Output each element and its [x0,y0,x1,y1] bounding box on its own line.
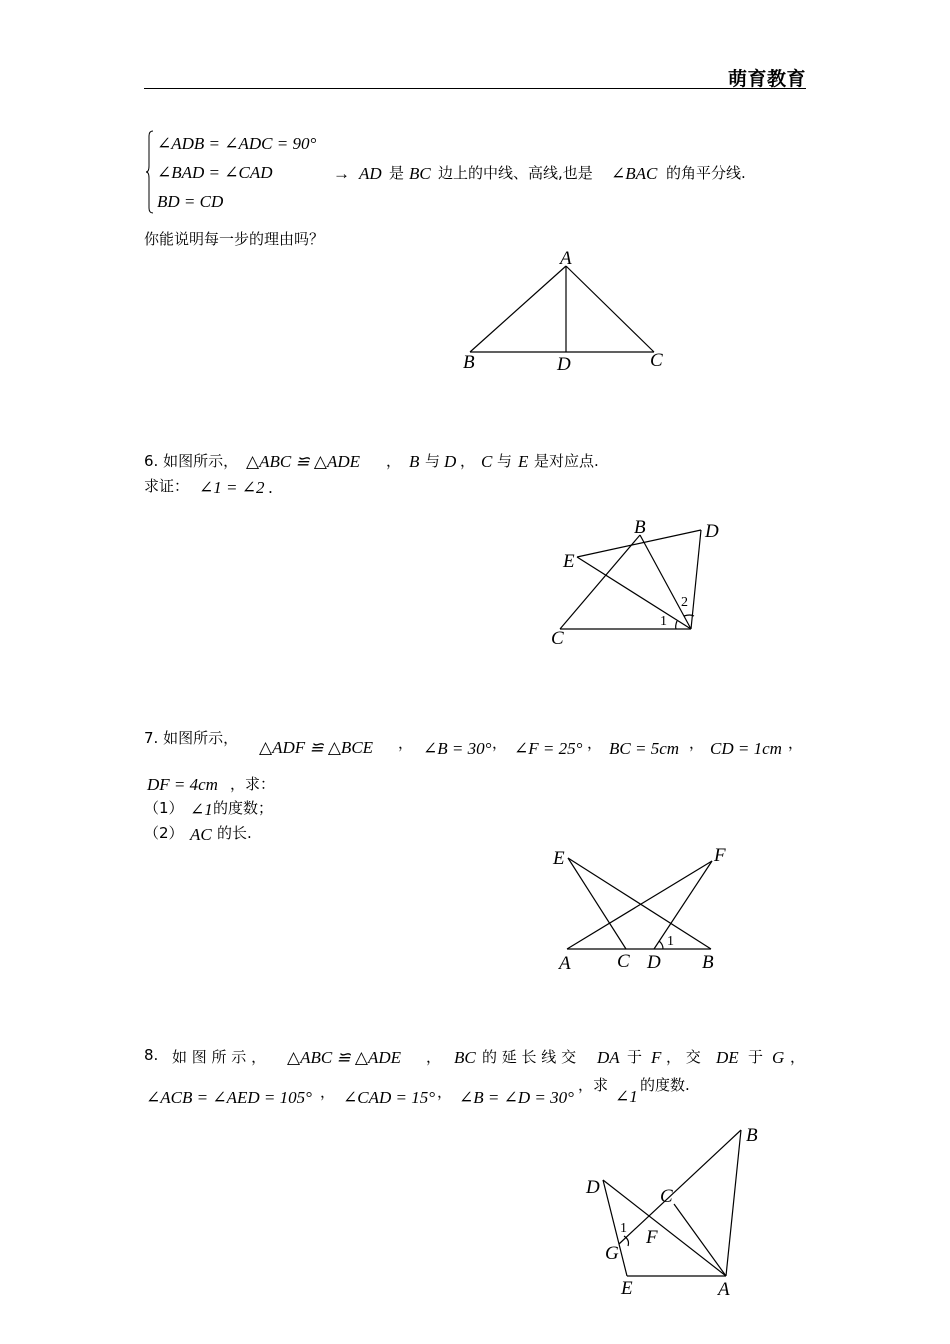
p6-label-e: E [563,551,575,572]
median-text: 边上的中线、高线,也是 [438,164,593,182]
problem8-comma: ， [426,1048,442,1066]
p8-label-c: C [660,1186,673,1207]
p7-label-e: E [553,848,565,869]
problem6-tail: 是对应点. [534,452,599,470]
p8-label-g: G [605,1243,619,1264]
problem6-with2: 与 [497,452,513,470]
problem7-c3: ， [587,734,603,752]
problem7-q1-text: 的度数； [213,799,274,817]
p7-label-b: B [702,952,714,973]
problem7-cd: CD = 1cm [710,739,782,758]
problem8-de: DE [716,1048,739,1067]
problem7-c5: ， [788,734,804,752]
problem8-q-text: 的度数. [640,1076,690,1094]
problem8-cross: ， 交 [666,1048,701,1066]
problem7-congruence: △ADF ≌ △BCE [259,738,374,757]
problem7-df: DF = 4cm [147,775,218,794]
problem7-angle-f: ∠F = 25° [514,739,583,758]
problem6-b: B [409,452,420,471]
p7-label-1: 1 [667,934,674,949]
problem6-number: 6. 如图所示， [144,452,239,470]
problem7-c4: ， [689,734,705,752]
problem6-prove-statement: ∠1 = ∠2 . [199,478,273,497]
problem7-q1-number: （1） [144,799,184,817]
equation-2: ∠BAD = ∠CAD [157,163,273,182]
p8-label-1: 1 [620,1221,627,1236]
implies-arrow: → [333,164,350,183]
problem6-c: C [481,452,493,471]
problem7-q2-text: 的长. [217,824,252,842]
problem8-angle-cad: ∠CAD = 15° [343,1088,436,1107]
problem8-k2: ， [437,1083,453,1101]
problem7-q2-number: （2） [144,824,184,842]
p7-label-f: F [714,845,726,866]
p8-label-a: A [718,1279,730,1300]
problem6-e: E [518,452,529,471]
p8-label-b: B [746,1125,758,1146]
bisector-text: 的角平分线. [666,164,746,182]
p6-label-b: B [634,517,646,538]
problem8-f: F [651,1048,662,1067]
angle-bac: ∠BAC [611,164,658,183]
p8-label-e: E [621,1278,633,1299]
label-b: B [463,352,475,373]
label-c: C [650,350,663,371]
p6-label-c: C [551,628,564,649]
problem8-end1: ， [790,1048,806,1066]
header-brand: 萌育教育 [727,68,806,90]
problem8-intro: 如 图 所 示 ， [172,1048,267,1066]
problem7-angle-b: ∠B = 30° [423,739,492,758]
problem8-angles2: ∠B = ∠D = 30° [459,1088,574,1107]
p8-label-d: D [586,1177,600,1198]
p8-label-f: F [646,1227,658,1248]
problem8-angles1: ∠ACB = ∠AED = 105° [146,1088,312,1107]
problem7-c1: ， [398,734,414,752]
problem7-number: 7. 如图所示， [144,729,239,747]
reason-question: 你能说明每一步的理由吗？ [144,230,325,248]
problem7-bc: BC = 5cm [609,739,680,758]
label-a: A [560,248,572,269]
label-d: D [557,354,571,375]
equation-3: BD = CD [157,192,224,211]
problem8-number: 8. [144,1046,159,1064]
problem8-q-angle: ∠1 [615,1087,638,1106]
problem7-q1-angle: ∠1 [190,800,213,819]
problem8-congruence: △ABC ≌ △ADE [287,1048,402,1067]
problem6-comma2: ， [460,452,476,470]
problem6-prove-label: 求证： [144,477,190,495]
problem8-g: G [772,1048,785,1067]
p6-label-2: 2 [681,595,688,610]
is-text: 是 [389,164,405,182]
problem8-da: DA [597,1048,620,1067]
problem7-q2-segment: AC [190,825,212,844]
problem7-ask: ，求： [230,775,276,793]
problem8-k1: ， [320,1083,336,1101]
problem7-c2: ， [492,734,508,752]
problem6-comma1: ， [386,452,402,470]
problem6-congruence: △ABC ≌ △ADE [246,452,361,471]
problem8-at2: 于 [748,1048,764,1066]
p7-label-c: C [617,951,630,972]
segment-ad: AD [359,164,382,183]
p7-label-d: D [647,952,661,973]
problem8-extension: 的 延 长 线 交 [482,1048,577,1066]
equation-1: ∠ADB = ∠ADC = 90° [157,134,317,153]
problem8-ask: ，求 [578,1076,609,1094]
problem6-d: D [444,452,457,471]
problem8-at1: 于 [627,1048,643,1066]
p6-label-1: 1 [660,614,667,629]
segment-bc: BC [409,164,431,183]
problem6-with1: 与 [425,452,441,470]
p6-label-d: D [705,521,719,542]
p7-label-a: A [559,953,571,974]
problem8-bc: BC [454,1048,476,1067]
